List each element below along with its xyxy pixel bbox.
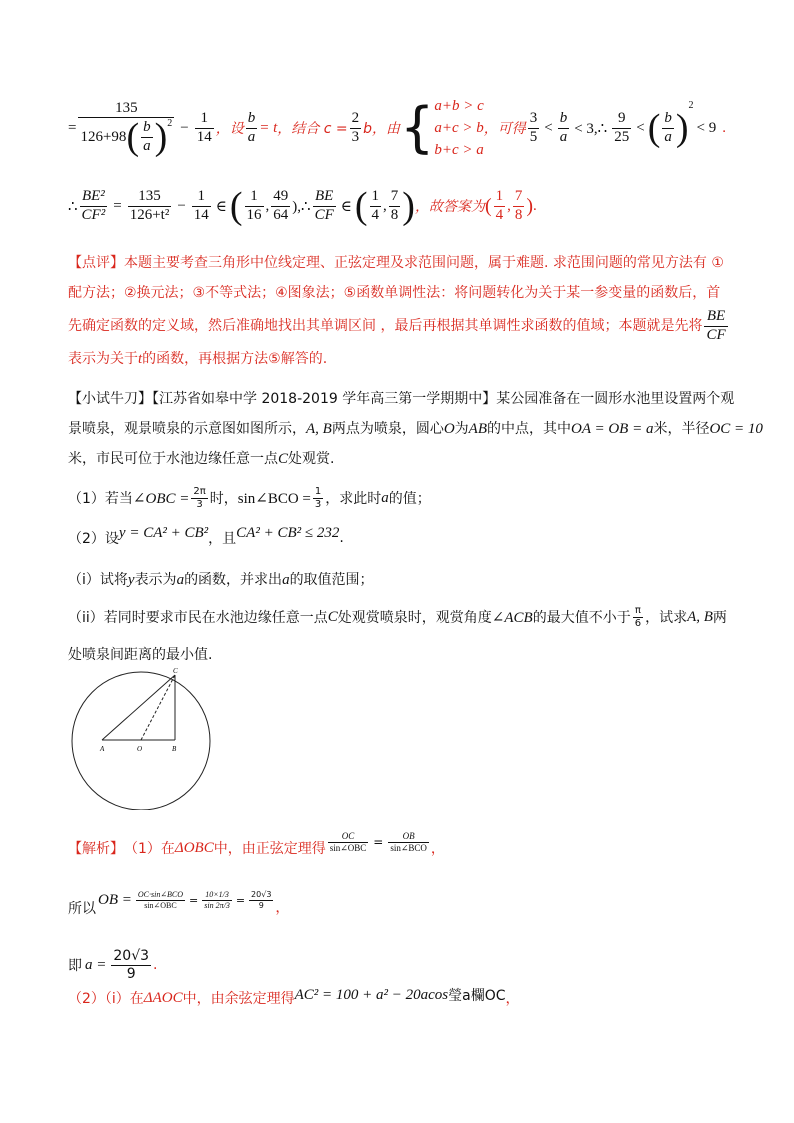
review-paragraph: 【点评】本题主要考查三角形中位线定理、正弦定理及求范围问题，属于难题. 求范围问题的常见方法有 ① 配方法；②换元法；③不等式法；④图象法；⑤函数单调性法：将问题转化为关于某一参变量的函数后，首 先确定函数的定义域，然后准确地找出其单调区间 ，最后再根据其单调性求函数的值域；本题就是先将 $\frac{BE}{CF}$ 表示为关于t的函数，再根据方法⑤解答的. (68, 255, 726, 367)
solution-step-2: 所以 OB = $\frac{\text{OC·sin∠BCO}}{\text{sin∠OBC}}$ = $\frac{10\times 1/3}{\sin 2\pi/3}$ = $\frac{20√3}{9}$ ， (68, 890, 290, 917)
label-a: A (100, 745, 105, 753)
segment-ac (102, 675, 175, 740)
solution-step-1: 【解析】 （1）在 ΔOBC 中，由正弦定理得 $\frac{OC}{\text{sin∠OBC}}$ = $\frac{OB}{\text{sin∠BCO}}$ ， (68, 831, 445, 857)
label-b: B (172, 745, 177, 753)
solution-step-4: （2）（i）在 ΔAOC 中，由余弦定理得 AC² = 100 + a² − 20acos 瑩a欄OC ， (68, 986, 520, 1007)
question-2: （2）设 y = CA² + CB² ，且 CA² + CB² ≤ 232 . (68, 524, 344, 547)
problem-statement: 【小试牛刀】【江苏省如皋中学 2018-2019 学年高三第一学期期中】某公园准备在一圆形水池里设置两个观 景喷泉，观景喷泉的示意图如图所示，A, B两点为喷泉，圆心O为AB的中点，其中OA = OB = a米，半径OC = 10 米，市民可位于水池边缘任意一点C处观赏. (68, 391, 763, 467)
review-tag: 【点评】 (68, 255, 124, 271)
equation-line-1: = 135 126+98 ( $\frac{b}{a}$ ) $^2$ − $\frac{1}{14}$ ，设 $\frac{b}{a}$ = t ，结合 c = $\frac{2}{3}$ b，由 { a+b > c a+c > b b+c > a ，可得 $\frac{3}{5}$ < $\frac{b}{a}$ < 3,∴ $\frac{9}{25}$ < ( $\frac{b}{a}$ ) $^2$ < 9 . (68, 96, 726, 159)
question-2-i: （i）试将y表示为a的函数，并求出a的取值范围； (68, 572, 374, 588)
equation-line-2: ∴ $\frac{\text{BE²}}{\text{CF²}}$ = $\frac{135}{\text{126+t²}}$ − $\frac{1}{14}$ ∈ ( $\frac{1}{16}$ , $\frac{49}{64}$ ),∴ $\frac{BE}{CF}$ ∈ ( $\frac{1}{4}$ , $\frac{7}{8}$ ) ，故答案为 ( $\frac{1}{4}$ , $\frac{7}{8}$ ) . (68, 185, 537, 227)
solution-tag: 【解析】 (68, 841, 124, 857)
denominator: 126+98 ( $\frac{b}{a}$ ) $^2$ (80, 116, 173, 159)
segment-oc-dashed (141, 675, 175, 740)
question-2-ii-cont: 处喷泉间距离的最小值. (68, 647, 213, 663)
pool-circle (72, 672, 210, 810)
equals-sign: = (68, 119, 77, 136)
solution-step-3: 即 a = $\frac{20√3}{9}$ . (68, 948, 158, 982)
fountain-diagram (68, 665, 218, 810)
numerator: 135 (78, 100, 174, 118)
label-o: O (137, 745, 143, 753)
answer-label: ，故答案为 (414, 199, 485, 215)
left-brace: { (399, 96, 435, 159)
label-c: C (173, 667, 178, 675)
fraction-135 (78, 99, 174, 159)
question-1: （1）若当 ∠OBC = $\frac{2\pi}{3}$ 时， sin∠BCO = $\frac{1}{3}$ ，求此时 a 的值； (68, 486, 431, 510)
triangle-inequality-system: a+b > c a+c > b b+c > a (434, 98, 484, 158)
question-2-ii: （ii）若同时要求市民在水池边缘任意一点 C 处观赏喷泉时，观赏角度 ∠ACB 的最大值不小于 $\frac{\pi}{6}$ ，试求 A, B 两 (68, 605, 727, 629)
fraction-1-14: $\frac{1}{14}$ (196, 110, 212, 145)
